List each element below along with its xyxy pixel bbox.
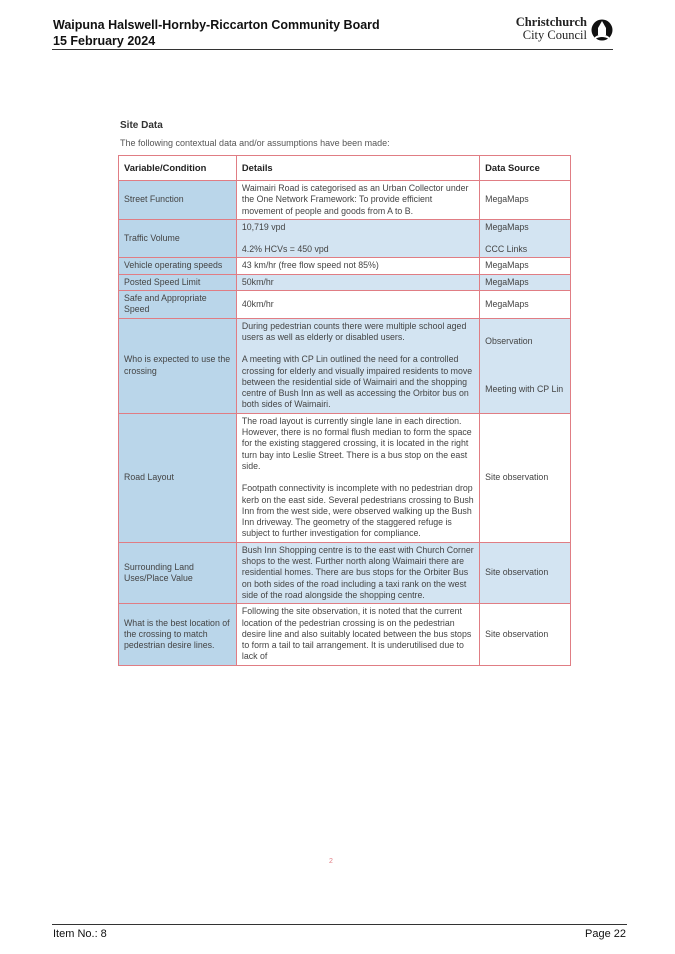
variable-cell: Traffic Volume bbox=[119, 219, 237, 258]
source-cell: Site observation bbox=[480, 413, 571, 542]
source-cell: MegaMaps bbox=[480, 291, 571, 319]
logo-line1: Christchurch bbox=[515, 15, 587, 29]
source-cell bbox=[480, 219, 571, 258]
table-row bbox=[119, 219, 571, 258]
section-title: Site Data bbox=[120, 120, 163, 131]
details-cell: 40km/hr bbox=[236, 291, 479, 319]
table-row bbox=[119, 542, 571, 603]
details-paragraph: During pedestrian counts there were multiple school aged users as well as elderly or disabled users. bbox=[241, 320, 467, 342]
document-body bbox=[118, 120, 570, 666]
table-row bbox=[119, 318, 571, 413]
footer-rule bbox=[52, 924, 627, 925]
details-cell: 50km/hr bbox=[236, 274, 479, 290]
variable-cell: Surrounding Land Uses/Place Value bbox=[119, 542, 237, 603]
details-paragraph: 4.2% HCVs = 450 vpd bbox=[241, 244, 329, 255]
details-paragraph: The road layout is currently single lane in each direction. However, there is no formal flush median to form the space for the existing staggered crossing, it is located in the right turn bay into Leslie Street. There is a bus stop on the east side. bbox=[241, 415, 472, 471]
details-cell: Waimairi Road is categorised as an Urban Collector under the One Network Framework: To provide efficient movement of people and goods from A to B. bbox=[236, 181, 479, 220]
source-cell: MegaMaps bbox=[480, 274, 571, 290]
table-row bbox=[119, 604, 571, 665]
source-line: Meeting with CP Lin bbox=[485, 383, 564, 394]
variable-cell: Street Function bbox=[119, 181, 237, 220]
header-rule bbox=[52, 49, 613, 50]
source-cell: MegaMaps bbox=[480, 181, 571, 220]
source-cell: Site observation bbox=[480, 542, 571, 603]
logo-line2: City Council bbox=[522, 28, 587, 42]
inner-page-number: 2 bbox=[329, 858, 333, 865]
details-cell bbox=[236, 413, 479, 542]
source-line: CCC Links bbox=[485, 244, 528, 255]
source-cell bbox=[480, 318, 571, 413]
variable-cell: Who is expected to use the crossing bbox=[119, 318, 237, 413]
source-cell: MegaMaps bbox=[480, 258, 571, 274]
variable-cell: What is the best location of the crossing to match pedestrian desire lines. bbox=[119, 604, 237, 665]
source-line: MegaMaps bbox=[485, 221, 529, 232]
item-number: Item No.: 8 bbox=[53, 928, 107, 940]
details-cell: Bush Inn Shopping centre is to the east with Church Corner shops to the west. Further north along Waimairi there are residential homes. There are bus stops for the Orbiter Bus on both sides of the road including a taxi rank on the west side of the road alongside the shopping centre. bbox=[236, 542, 479, 603]
board-name: Waipuna Halswell-Hornby-Riccarton Community Board bbox=[53, 18, 380, 32]
variable-cell: Vehicle operating speeds bbox=[119, 258, 237, 274]
variable-cell: Safe and Appropriate Speed bbox=[119, 291, 237, 319]
details-paragraph: 10,719 vpd bbox=[241, 221, 286, 232]
meeting-date: 15 February 2024 bbox=[53, 34, 156, 48]
source-line: Observation bbox=[485, 336, 533, 347]
column-header: Data Source bbox=[480, 156, 571, 181]
column-header: Details bbox=[236, 156, 479, 181]
table-row bbox=[119, 291, 571, 319]
cathedral-crest-icon bbox=[591, 18, 613, 42]
page-number: Page 22 bbox=[585, 928, 626, 940]
column-header: Variable/Condition bbox=[119, 156, 237, 181]
section-intro: The following contextual data and/or assumptions have been made: bbox=[120, 138, 390, 148]
table-row bbox=[119, 258, 571, 274]
table-header-row bbox=[119, 156, 571, 181]
source-cell: Site observation bbox=[480, 604, 571, 665]
table-row bbox=[119, 181, 571, 220]
details-cell: 43 km/hr (free flow speed not 85%) bbox=[236, 258, 479, 274]
details-cell bbox=[236, 318, 479, 413]
details-paragraph: A meeting with CP Lin outlined the need for a controlled crossing for elderly and visually impaired residents to move between the residential side of Waimairi and the shopping centre of Bush Inn as well as accessing the Orbitor bus on both sides of Waimairi. bbox=[241, 354, 473, 410]
details-cell bbox=[236, 219, 479, 258]
council-logo bbox=[503, 16, 613, 46]
details-cell: Following the site observation, it is noted that the current location of the pedestrian crossing is on the pedestrian desire line and also suitably located between the bus stops to form a tail to tail arrangement. It is underutilised due to lack of bbox=[236, 604, 479, 665]
details-paragraph: Footpath connectivity is incomplete with no pedestrian drop kerb on the east side. Several pedestrians crossing to Bush Inn from the west side, were observed walking up the Bush Inn driveway. The geometry of the staggered refuge is subject to further investigation for compliance. bbox=[241, 483, 474, 539]
table-row bbox=[119, 413, 571, 542]
site-data-table bbox=[118, 155, 571, 666]
variable-cell: Posted Speed Limit bbox=[119, 274, 237, 290]
table-row bbox=[119, 274, 571, 290]
variable-cell: Road Layout bbox=[119, 413, 237, 542]
header-title bbox=[53, 17, 380, 49]
